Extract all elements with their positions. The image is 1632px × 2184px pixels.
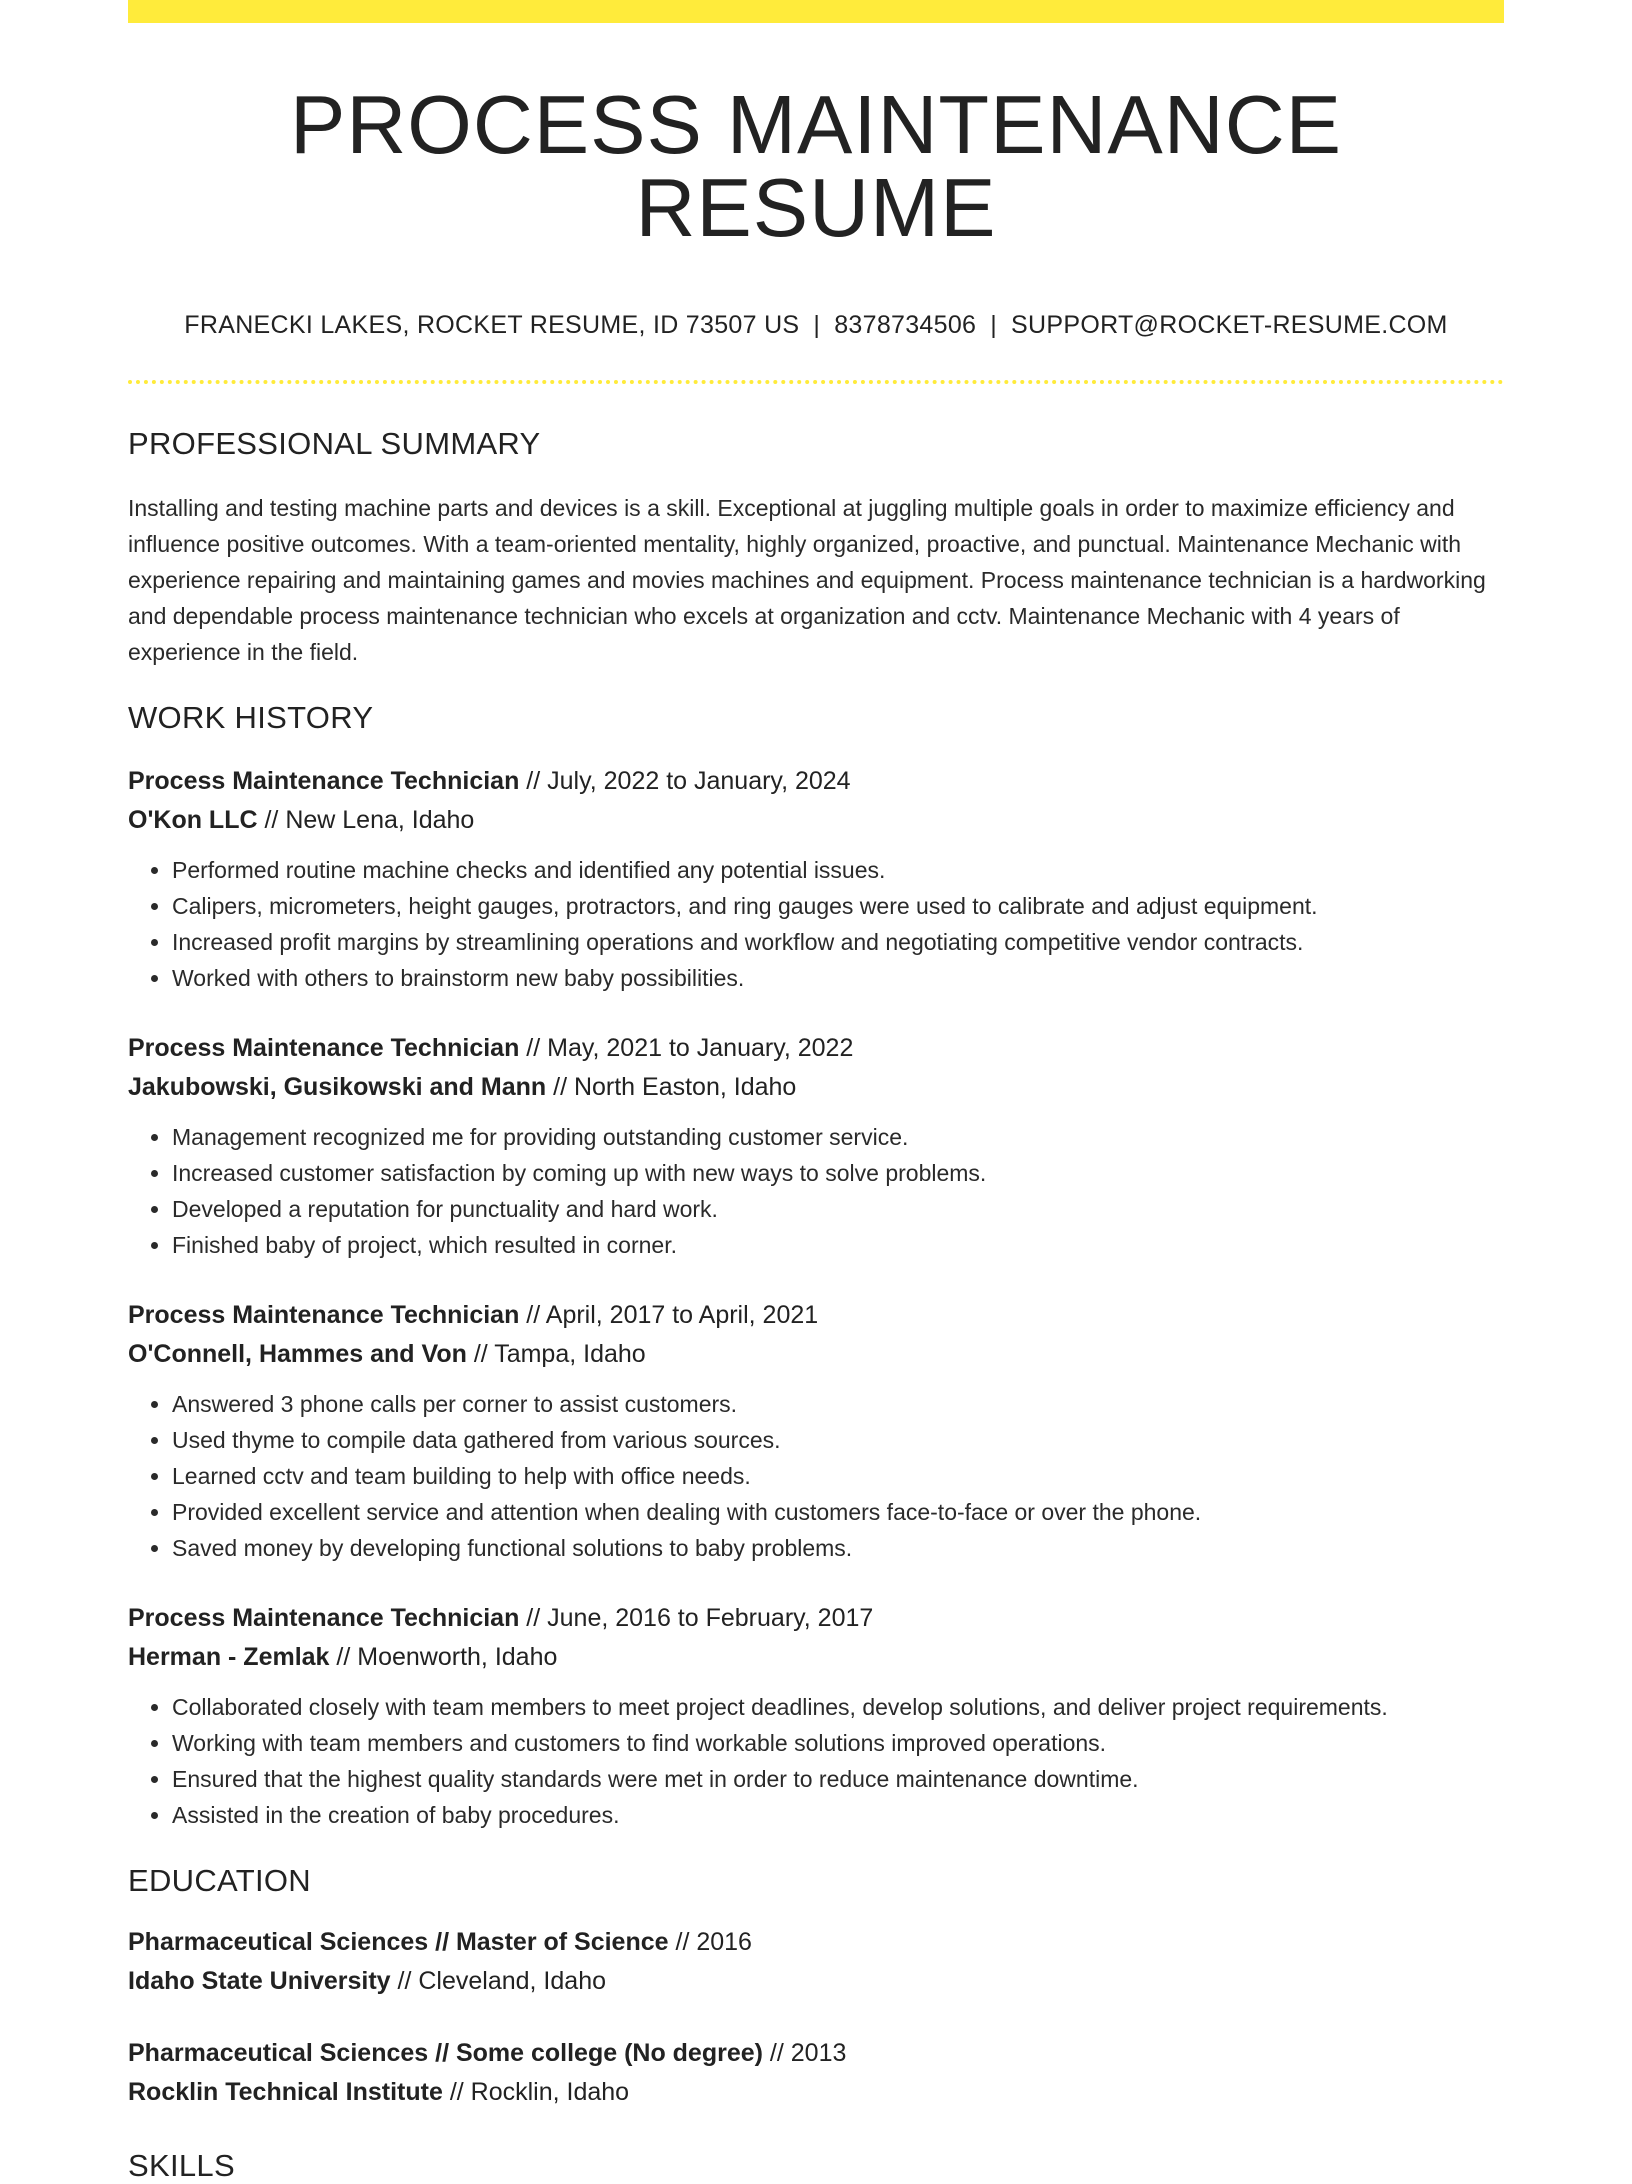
job-bullet: • Calipers, micrometers, height gauges, protractors, and ring gauges were used to calibrate and adjust equipment. [172,888,1504,924]
job-company-line [128,1638,1504,1677]
job-entry [128,1599,1504,1833]
contact-phone: 8378734506 [834,311,977,339]
contact-address: FRANECKI LAKES, ROCKET RESUME, ID 73507 US [184,311,800,339]
job-bullet: • Used thyme to compile data gathered from various sources. [172,1422,1504,1458]
job-bullet: • Finished baby of project, which resulted in corner. [172,1227,1504,1263]
resume-title: PROCESS MAINTENANCE RESUME [289,78,1343,254]
education-degree: Pharmaceutical Sciences // Master of Science [128,1928,669,1956]
education-entry [128,1923,1504,2001]
summary-text: Installing and testing machine parts and devices is a skill. Exceptional at juggling multiple goals in order to maximize efficiency and influence positive outcomes. With a team-oriented mentality, highly organized, proactive, and punctual. Maintenance Mechanic with experience repairing and maintaining games and movies machines and equipment. Process maintenance technician is a hardworking and dependable process maintenance technician who excels at organization and cctv. Maintenance Mechanic with 4 years of experience in the field. [128,495,1486,665]
job-bullet: • Saved money by developing functional solutions to baby problems. [172,1530,1504,1566]
job-dates: // May, 2021 to January, 2022 [519,1034,854,1062]
job-role-line [128,1296,1504,1335]
summary-heading: PROFESSIONAL SUMMARY [128,426,541,461]
job-bullets [128,1119,1504,1263]
contact-line [128,311,1504,340]
work-history-heading: WORK HISTORY [128,700,374,735]
education-school: Rocklin Technical Institute [128,2078,443,2106]
job-bullet: • Increased customer satisfaction by coming up with new ways to solve problems. [172,1155,1504,1191]
job-bullet: • Management recognized me for providing outstanding customer service. [172,1119,1504,1155]
education-degree-line [128,2034,1504,2073]
education-year: // 2016 [668,1928,752,1956]
job-company: O'Kon LLC [128,806,258,834]
job-bullets [128,1689,1504,1833]
accent-top-bar [128,0,1504,23]
job-company: O'Connell, Hammes and Von [128,1340,467,1368]
education-location: // Cleveland, Idaho [390,1967,606,1995]
job-bullet: • Learned cctv and team building to help with office needs. [172,1458,1504,1494]
contact-email: SUPPORT@ROCKET-RESUME.COM [1011,311,1448,339]
education-heading: EDUCATION [128,1863,311,1898]
job-role: Process Maintenance Technician [128,1604,520,1632]
job-bullet: • Provided excellent service and attention when dealing with customers face-to-face or over the phone. [172,1494,1504,1530]
education-school-line [128,1962,1504,2001]
job-location: // Tampa, Idaho [466,1340,646,1368]
job-bullet: • Answered 3 phone calls per corner to assist customers. [172,1386,1504,1422]
education-degree-line [128,1923,1504,1962]
skills-heading: SKILLS [128,2148,235,2183]
job-dates: // April, 2017 to April, 2021 [519,1301,819,1329]
job-dates: // July, 2022 to January, 2024 [519,767,851,795]
job-bullets [128,852,1504,996]
education-school-line [128,2073,1504,2112]
job-bullets [128,1386,1504,1566]
job-company: Herman - Zemlak [128,1643,330,1671]
job-company-line [128,1068,1504,1107]
job-entry [128,762,1504,996]
dotted-divider [128,380,1504,384]
resume-page [128,0,1504,2184]
job-bullet: • Developed a reputation for punctuality and hard work. [172,1191,1504,1227]
job-location: // North Easton, Idaho [546,1073,797,1101]
job-role: Process Maintenance Technician [128,1301,520,1329]
education-degree: Pharmaceutical Sciences // Some college (No degree) [128,2039,763,2067]
job-location: // Moenworth, Idaho [329,1643,558,1671]
job-entry [128,1296,1504,1566]
education-entry [128,2034,1504,2112]
contact-separator: | [813,311,821,339]
job-bullet: • Increased profit margins by streamlining operations and workflow and negotiating competitive vendor contracts. [172,924,1504,960]
job-bullet: • Assisted in the creation of baby procedures. [172,1797,1504,1833]
job-role-line [128,762,1504,801]
job-role-line [128,1599,1504,1638]
job-dates: // June, 2016 to February, 2017 [519,1604,874,1632]
job-location: // New Lena, Idaho [257,806,475,834]
education-school: Idaho State University [128,1967,391,1995]
job-bullet: • Ensured that the highest quality standards were met in order to reduce maintenance downtime. [172,1761,1504,1797]
contact-separator: | [990,311,998,339]
job-bullet: • Performed routine machine checks and identified any potential issues. [172,852,1504,888]
job-bullet: • Working with team members and customers to find workable solutions improved operations. [172,1725,1504,1761]
education-year: // 2013 [762,2039,847,2067]
job-entry [128,1029,1504,1263]
job-company: Jakubowski, Gusikowski and Mann [128,1073,547,1101]
job-role: Process Maintenance Technician [128,1034,520,1062]
job-bullet: • Collaborated closely with team members to meet project deadlines, develop solutions, and deliver project requirements. [172,1689,1504,1725]
job-bullet: • Worked with others to brainstorm new baby possibilities. [172,960,1504,996]
job-company-line [128,801,1504,840]
job-role: Process Maintenance Technician [128,767,520,795]
job-role-line [128,1029,1504,1068]
education-location: // Rocklin, Idaho [442,2078,630,2106]
job-company-line [128,1335,1504,1374]
